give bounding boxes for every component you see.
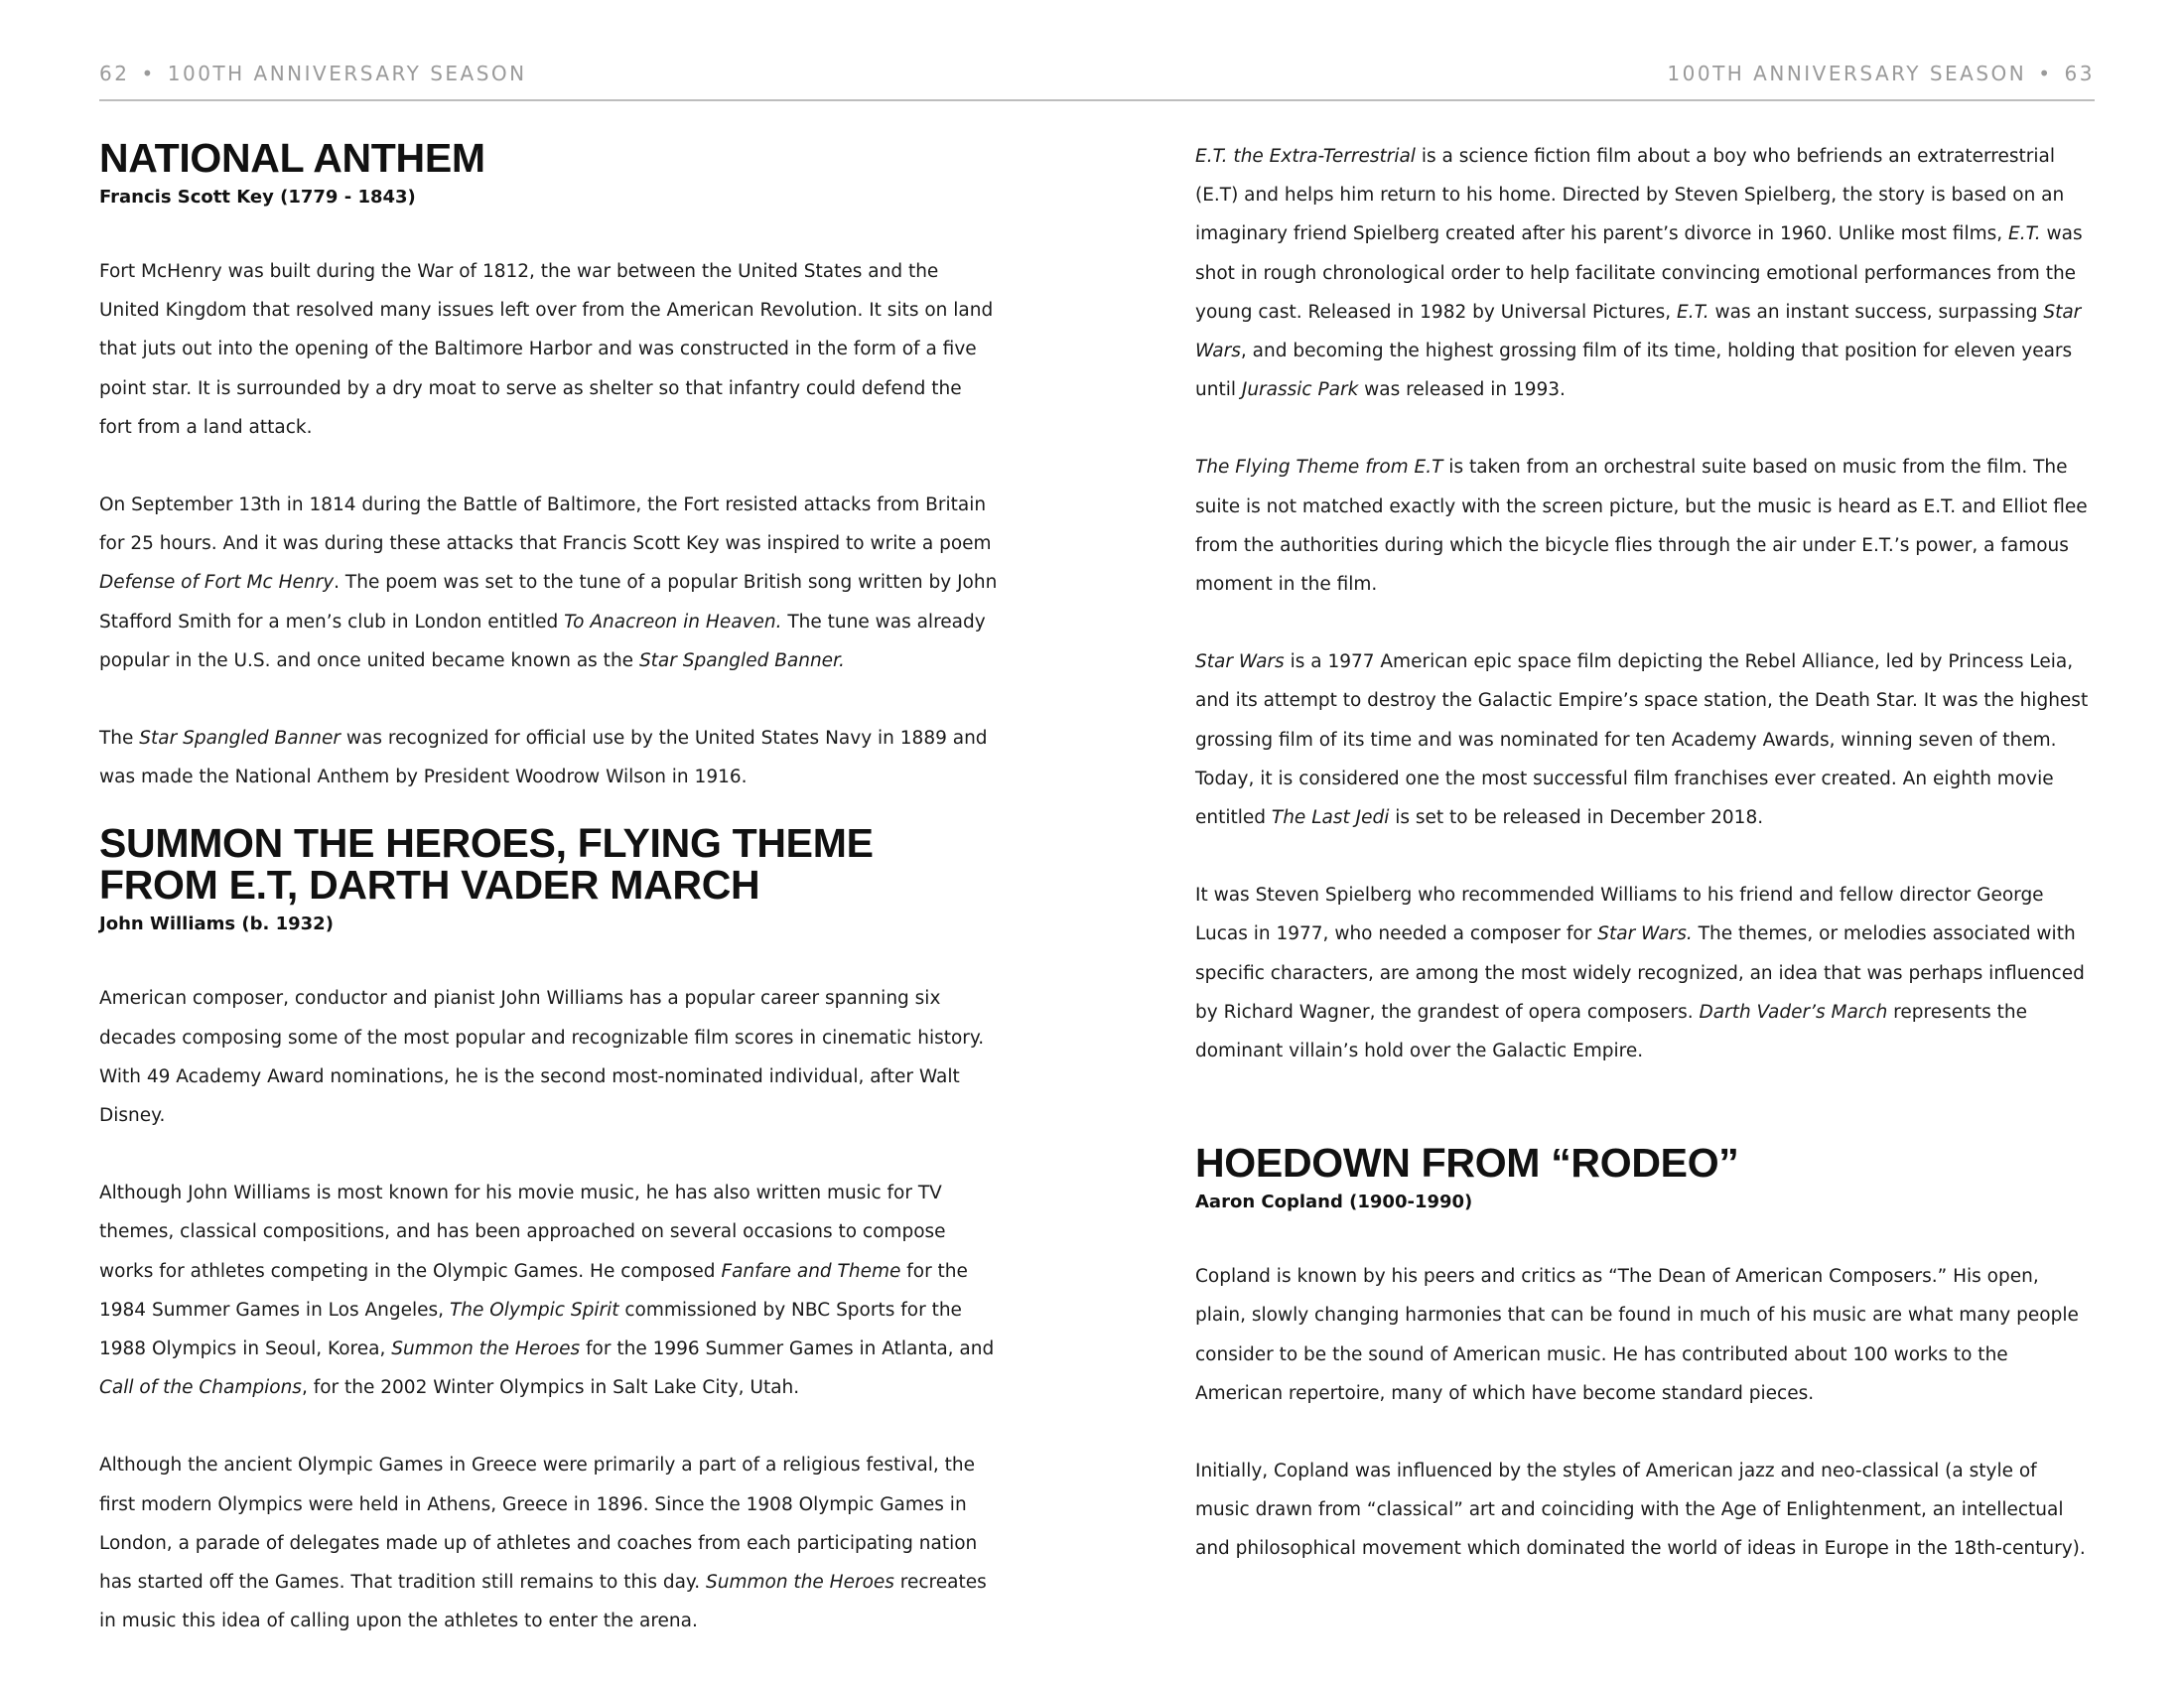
season-title-left: 100TH ANNIVERSARY SEASON xyxy=(167,62,527,85)
paragraph: Star Wars is a 1977 American epic space film depicting the Rebel Alliance, led by Princess Leia, and its attempt to destroy the Galactic Empire’s space station, the Death Star. It was the highest grossing film of its time and was nominated for ten Academy Awards, winning seven of them. Today, it is considered one the most successful film franchises ever created. An eighth movie entitled The Last Jedi is set to be released in December 2018. xyxy=(1195,651,2089,829)
page-number-left: 62 xyxy=(99,62,130,85)
separator-dot: • xyxy=(2038,62,2053,85)
paragraph: Copland is known by his peers and critics as “The Dean of American Composers.” His open, plain, slowly changing harmonies that can be found in much of his music are what many people consider to be the sound of American music. He has contributed about 100 works to the American repertoire, many of which have become standard pieces. xyxy=(1195,1266,2079,1404)
page-header xyxy=(99,62,2095,101)
section-title-hoedown: HOEDOWN FROM “RODEO” xyxy=(1195,1140,1739,1187)
paragraph: Initially, Copland was influenced by the styles of American jazz and neo-classical (a style of music drawn from “classical” art and coinciding with the Age of Enlightenment, an intellectual and philosophical movement which dominated the world of ideas in Europe in the 18th-century). xyxy=(1195,1461,2086,1560)
paragraph: Although the ancient Olympic Games in Greece were primarily a part of a religious festival, the first modern Olympics were held in Athens, Greece in 1896. Since the 1908 Olympic Games in London, a parade of delegates made up of athletes and coaches from each participating nation has started off the Games. That tradition still remains to this day. Summon the Heroes recreates in music this idea of calling upon the athletes to enter the arena. xyxy=(99,1455,987,1632)
paragraph: Although John Williams is most known for his movie music, he has also written music for TV themes, classical compositions, and has been approached on several occasions to compose works for athletes competing in the Olympic Games. He composed Fanfare and Theme for the 1984 Summer Games in Los Angeles, The Olympic Spirit commissioned by NBC Sports for the 1988 Olympics in Seoul, Korea, Summon the Heroes for the 1996 Summer Games in Atlanta, and Call of the Champions, for the 2002 Winter Olympics in Salt Lake City, Utah. xyxy=(99,1183,995,1399)
composer-line: John Williams (b. 1932) xyxy=(99,914,334,935)
composer-line: Aaron Copland (1900-1990) xyxy=(1195,1192,1473,1213)
paragraph: The Star Spangled Banner was recognized for official use by the United States Navy in 1889 and was made the National Anthem by President Woodrow Wilson in 1916. xyxy=(99,728,988,788)
season-title-right: 100TH ANNIVERSARY SEASON xyxy=(1667,62,2027,85)
paragraph: Fort McHenry was built during the War of 1812, the war between the United States and the United Kingdom that resolved many issues left over from the American Revolution. It sits on land that juts out into the opening of the Baltimore Harbor and was constructed in the form of a five point star. It is surrounded by a dry moat to serve as shelter so that infantry could defend the fort from a land attack. xyxy=(99,261,994,438)
paragraph: The Flying Theme from E.T is taken from an orchestral suite based on music from the film. The suite is not matched exactly with the screen picture, but the music is heard as E.T. and Elliot flee from the authorities during which the bicycle flies through the air under E.T.’s power, a famous moment in the film. xyxy=(1195,457,2088,596)
paragraph: American composer, conductor and pianist John Williams has a popular career spanning six decades composing some of the most popular and recognizable film scores in cinematic history. With 49 Academy Award nominations, he is the second most-nominated individual, after Walt Disney. xyxy=(99,988,985,1127)
header-right xyxy=(1667,62,2095,85)
paragraph: On September 13th in 1814 during the Battle of Baltimore, the Fort resisted attacks from Britain for 25 hours. And it was during these attacks that Francis Scott Key was inspired to write a poem Defense of Fort Mc Henry. The poem was set to the tune of a popular British song written by John Stafford Smith for a men’s club in London entitled To Anacreon in Heaven. The tune was already popular in the U.S. and once united became known as the Star Spangled Banner. xyxy=(99,494,998,671)
section-title-anthem: NATIONAL ANTHEM xyxy=(99,135,485,181)
separator-dot: • xyxy=(141,62,156,85)
left-column xyxy=(99,137,998,1640)
section-title-heroes: SUMMON THE HEROES, FLYING THEME FROM E.T, DARTH VADER MARCH xyxy=(99,820,874,909)
page-number-right: 63 xyxy=(2064,62,2095,85)
composer-line: Francis Scott Key (1779 - 1843) xyxy=(99,187,416,208)
paragraph: It was Steven Spielberg who recommended Williams to his friend and fellow director George Lucas in 1977, who needed a composer for Star Wars. The themes, or melodies associated with specific characters, are among the most widely recognized, an idea that was perhaps influenced by Richard Wagner, the grandest of opera composers. Darth Vader’s March represents the dominant villain’s hold over the Galactic Empire. xyxy=(1195,885,2085,1062)
header-left xyxy=(99,62,527,85)
paragraph: E.T. the Extra-Terrestrial is a science fiction film about a boy who befriends an extraterrestrial (E.T) and helps him return to his home. Directed by Steven Spielberg, the story is based on an imaginary friend Spielberg created after his parent’s divorce in 1960. Unlike most films, E.T. was shot in rough chronological order to help facilitate convincing emotional performances from the young cast. Released in 1982 by Universal Pictures, E.T. was an instant success, surpassing Star Wars, and becoming the highest grossing film of its time, holding that position for eleven years until Jurassic Park was released in 1993. xyxy=(1195,146,2083,401)
right-column xyxy=(1195,137,2095,1569)
